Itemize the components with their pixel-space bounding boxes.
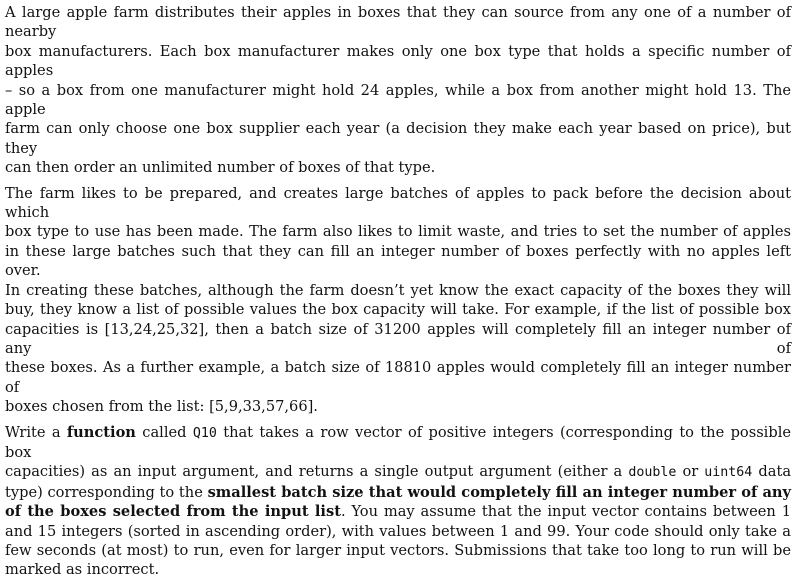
text-line: can then order an unlimited number of boxes of that type. [5, 159, 436, 177]
paragraph-task [5, 423, 791, 580]
text-run: type) corresponding to the [5, 483, 203, 501]
emphasis-requirement: smallest batch size that would completely fill an integer number of any [207, 483, 791, 501]
text-line: farm can only choose one box supplier each year (a decision they make each year based on price), but they [5, 120, 791, 157]
emphasis-requirement: of the boxes selected from the input list [5, 503, 341, 521]
text-line [5, 483, 791, 502]
code-function-name: Q10 [192, 425, 217, 441]
text-run: . You may assume that the input vector contains between 1 [340, 503, 791, 521]
text-run: or [682, 463, 699, 481]
text-line: these boxes. As a further example, a batch size of 18810 apples would completely fill an integer number of [5, 359, 791, 396]
code-type-uint64: uint64 [704, 465, 753, 481]
keyword-function: function [66, 423, 136, 441]
paragraph-batches [5, 184, 791, 417]
text-line [5, 462, 791, 482]
paragraph-intro [5, 3, 791, 178]
text-line: box manufacturers. Each box manufacturer makes only one box type that holds a specific number of apples [5, 42, 791, 80]
text-line: few seconds (at most) to run, even for larger input vectors. Submissions that take too long to run will be [5, 541, 791, 559]
text-run: data [758, 463, 792, 481]
text-line: and 15 integers (sorted in ascending order), with values between 1 and 99. Your code should only take a [5, 522, 791, 540]
text-line: marked as incorrect. [5, 561, 160, 579]
text-line: The farm likes to be prepared, and creates large batches of apples to pack before the decision about which [5, 184, 791, 222]
text-line: box type to use has been made. The farm also likes to limit waste, and tries to set the number of apples [5, 223, 791, 241]
text-line: capacities is [13,24,25,32], then a batch size of 31200 apples will completely fill an integer number of any of [5, 320, 791, 357]
text-run: that takes a row vector of positive integers (corresponding to the possible box [5, 423, 791, 461]
text-line [5, 502, 791, 521]
text-run: Write a [5, 423, 61, 441]
text-line: buy, they know a list of possible values the box capacity will take. For example, if the list of possible box [5, 301, 791, 319]
text-run: called [142, 423, 187, 441]
code-type-double: double [628, 465, 677, 481]
text-line: A large apple farm distributes their apples in boxes that they can source from any one of a number of nearby [5, 4, 791, 41]
problem-statement [5, 3, 791, 580]
text-line: In creating these batches, although the farm doesn’t yet know the exact capacity of the boxes they will [5, 281, 791, 299]
text-line [5, 423, 791, 463]
text-line: boxes chosen from the list: [5,9,33,57,66]. [5, 398, 318, 416]
text-line: – so a box from one manufacturer might hold 24 apples, while a box from another might hold 13. The apple [5, 81, 791, 119]
text-run: capacities) as an input argument, and returns a single output argument (either a [5, 463, 623, 481]
text-line: in these large batches such that they can fill an integer number of boxes perfectly with no apples left over. [5, 242, 791, 280]
